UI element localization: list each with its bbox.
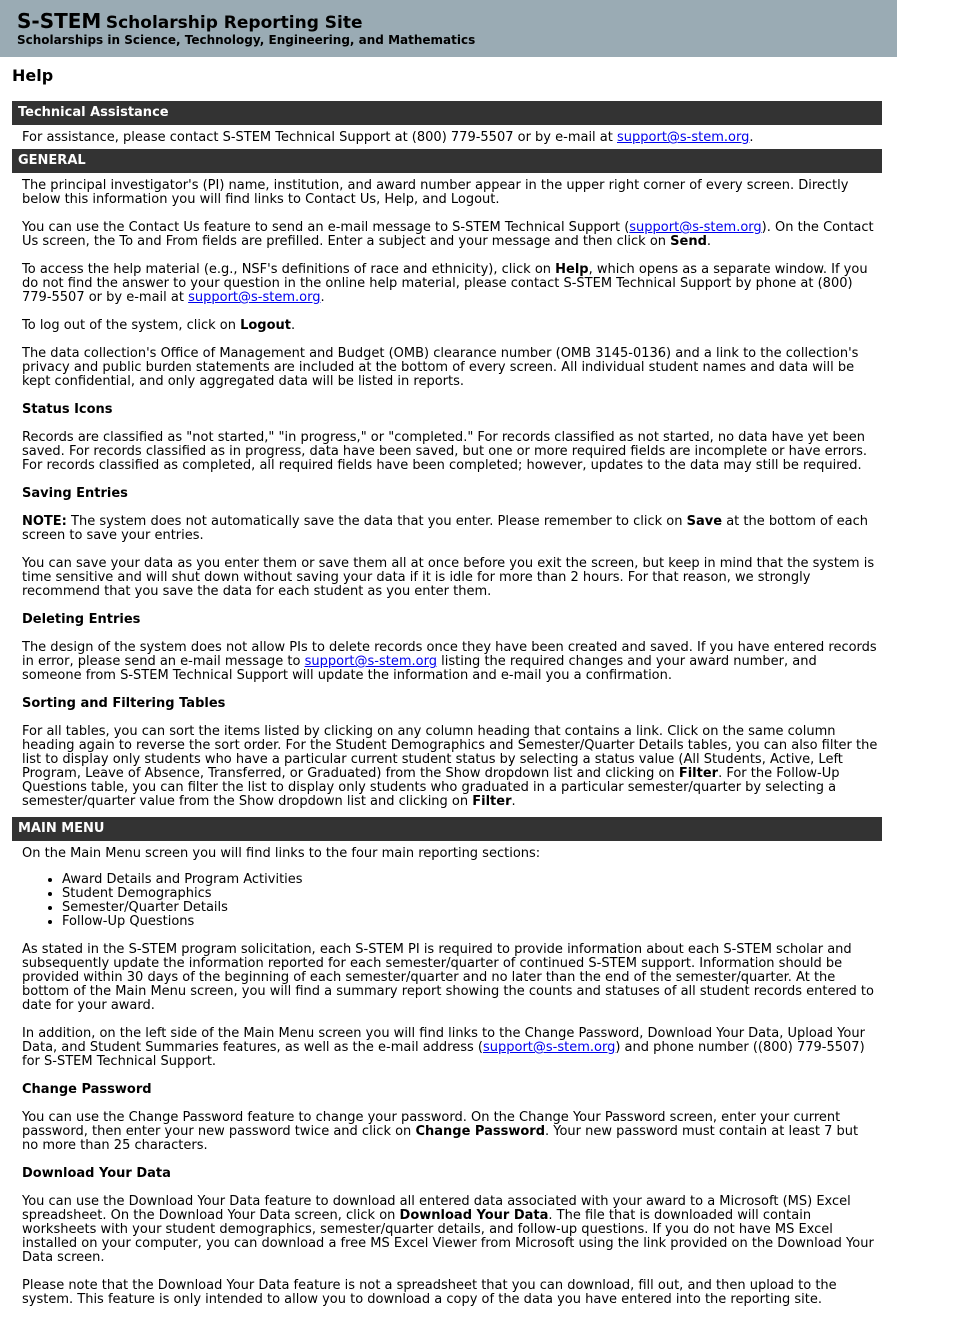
brand-rest: Scholarship Reporting Site	[105, 13, 363, 33]
general-paragraph-1: The principal investigator's (PI) name, institution, and award number appear in the upper right corner of every screen. Directly below this information you will find links to Contact Us, Help, and Logout.	[22, 178, 849, 207]
saving-paragraph-1: NOTE: The system does not automatically save the data that you enter. Please remember to click on Save at the bottom of each screen to save your entries.	[22, 514, 869, 543]
list-item: • Follow-Up Questions	[62, 915, 878, 929]
support-email-link[interactable]: support@s-stem.org	[629, 220, 762, 235]
change-password-paragraph: You can use the Change Password feature to change your password. On the Change Your Password screen, enter your current password, then enter your new password twice and click on Change Password. Your new password must contain at least 7 but no more than 25 characters.	[22, 1110, 859, 1153]
technical-assistance-body	[12, 125, 882, 149]
section-heading-general: GENERAL	[12, 149, 882, 173]
reporting-sections-list	[22, 873, 878, 929]
general-paragraph-5: The data collection's Office of Management and Budget (OMB) clearance number (OMB 3145-0136) and a link to the collection's privacy and public burden statements are included at the bottom of every screen. All individual student names and data will be kept confidential, and only aggregated data will be listed in reports.	[22, 346, 859, 389]
download-paragraph-1: You can use the Download Your Data feature to download all entered data associated with your award to a Microsoft (MS) Excel spreadsheet. On the Download Your Data screen, click on Download Your Data. The file that is downloaded will contain worksheets with your student demographics, semester/quarter details, and follow-up questions. If you do not have MS Excel installed on your computer, you can download a free MS Excel Viewer from Microsoft using the link provided on the Download Your Data screen.	[22, 1194, 874, 1265]
list-item: • Award Details and Program Activities	[62, 873, 878, 887]
mainmenu-paragraph-1: On the Main Menu screen you will find links to the four main reporting sections:	[22, 846, 541, 861]
general-paragraph-4: To log out of the system, click on Logout.	[22, 318, 296, 333]
general-body	[12, 173, 882, 817]
status-paragraph: Records are classified as "not started," "in progress," or "completed." For records classified as not started, no data have yet been saved. For records classified as in progress, data have been saved, but one or more required fields are incomplete or have errors. For records classified as completed, all required fields have been completed; however, updates to the data may still be required.	[22, 430, 868, 473]
general-paragraph-2: You can use the Contact Us feature to send an e-mail message to S-STEM Technical Support (support@s-stem.org). On the Contact Us screen, the To and From fields are prefilled. Enter a subject and your message and then click on Send.	[22, 220, 874, 249]
site-brand	[17, 9, 363, 33]
saving-paragraph-2: You can save your data as you enter them or save them all at once before you exit the screen, but keep in mind that the system is time sensitive and will shut down without saving your data if it is idle for more than 2 hours. For that reason, we strongly recommend that you save the data for each student as you enter them.	[22, 556, 875, 599]
mainmenu-paragraph-2: As stated in the S-STEM program solicitation, each S-STEM PI is required to provide information about each S-STEM scholar and subsequently update the information reported for each semester/quarter of continued S-STEM support. Information should be provided within 30 days of the beginning of each semester/quarter and no later than the end of the semester/quarter. At the bottom of the Main Menu screen, you will find a summary report showing the counts and statuses of all student records entered to date for your award.	[22, 942, 874, 1013]
deleting-paragraph: The design of the system does not allow PIs to delete records once they have been created and saved. If you have entered records in error, please send an e-mail message to support@s-stem.org listing the required changes and your award number, and someone from S-STEM Technical Support will update the information and e-mail you a confirmation.	[22, 640, 877, 683]
subheading-deleting-entries: Deleting Entries	[22, 612, 141, 627]
support-email-link[interactable]: support@s-stem.org	[304, 654, 437, 669]
site-tagline: Scholarships in Science, Technology, Engineering, and Mathematics	[17, 33, 476, 47]
section-heading-technical-assistance: Technical Assistance	[12, 101, 882, 125]
subheading-saving-entries: Saving Entries	[22, 486, 128, 501]
section-heading-main-menu: MAIN MENU	[12, 817, 882, 841]
main-menu-body	[12, 841, 882, 1325]
general-paragraph-3: To access the help material (e.g., NSF's definitions of race and ethnicity), click on Help, which opens as a separate window. If you do not find the answer to your question in the online help material, please contact S-STEM Technical Support by phone at (800) 779-5507 or by e-mail at support@s-stem.org.	[22, 262, 868, 305]
page-title: Help	[12, 66, 54, 85]
brand-strong: S-STEM	[17, 9, 102, 33]
subheading-status-icons: Status Icons	[22, 402, 113, 417]
support-email-link[interactable]: support@s-stem.org	[617, 130, 750, 145]
sorting-paragraph: For all tables, you can sort the items listed by clicking on any column heading that contains a link. Click on the same column heading again to reverse the sort order. For the Student Demographics and Semester/Quarter Details tables, you can also filter the list to display only students who have a particular current student status by selecting a status value (All Students, Active, Left Program, Leave of Absence, Transferred, or Graduated) from the Show dropdown list and clicking on Filter. For the Follow-Up Questions table, you can filter the list to display only students who graduated in a particular semester/quarter by selecting a semester/quarter value from the Show dropdown list and clicking on Filter.	[22, 724, 878, 809]
mainmenu-paragraph-3: In addition, on the left side of the Main Menu screen you will find links to the Change Password, Download Your Data, Upload Your Data, and Student Summaries features, as well as the e-mail address (support@s-stem.org) and phone number ((800) 779-5507) for S-STEM Technical Support.	[22, 1026, 865, 1069]
tech-paragraph: For assistance, please contact S-STEM Technical Support at (800) 779-5507 or by e-mail at support@s-stem.org.	[22, 130, 754, 145]
download-paragraph-2: Please note that the Download Your Data feature is not a spreadsheet that you can download, fill out, and then upload to the system. This feature is only intended to allow you to download a copy of the data you have entered into the reporting site.	[22, 1278, 837, 1307]
subheading-download-your-data: Download Your Data	[22, 1166, 171, 1181]
list-item: • Student Demographics	[62, 887, 878, 901]
site-banner	[0, 0, 897, 57]
support-email-link[interactable]: support@s-stem.org	[482, 1040, 616, 1055]
subheading-change-password: Change Password	[22, 1082, 152, 1097]
support-email-link[interactable]: support@s-stem.org	[188, 290, 321, 305]
subheading-sorting-filtering: Sorting and Filtering Tables	[22, 696, 226, 711]
list-item: • Semester/Quarter Details	[62, 901, 878, 915]
help-content	[12, 101, 882, 1325]
